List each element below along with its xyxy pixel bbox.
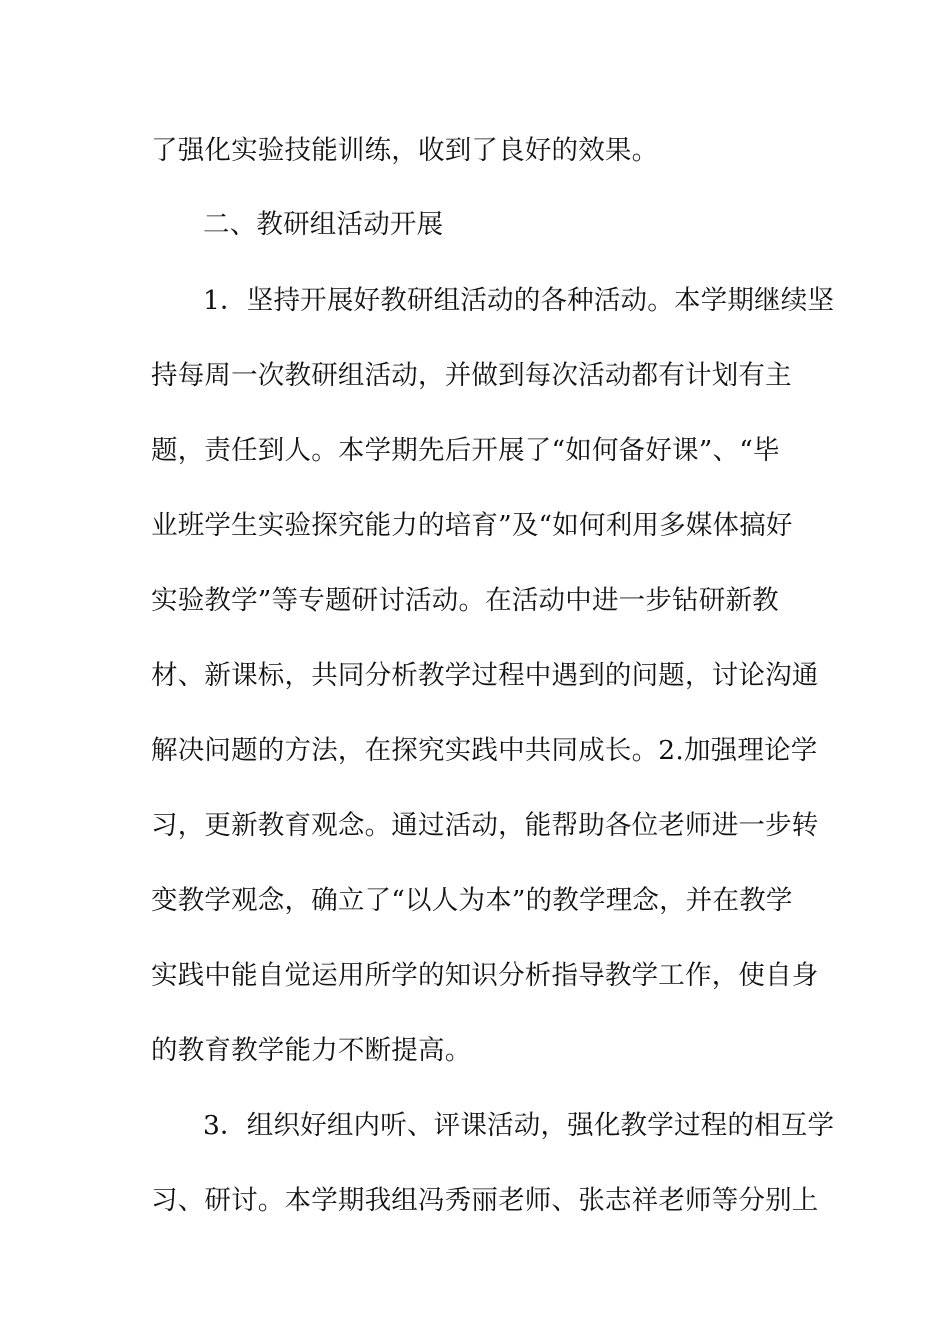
- text-line-13: 的教育教学能力不断提高。: [151, 1035, 472, 1066]
- section-heading: 二、教研组活动开展: [203, 209, 444, 240]
- text-line-15: 习、研讨。本学期我组冯秀丽老师、张志祥老师等分别上: [151, 1185, 819, 1216]
- text-line-4: 持每周一次教研组活动，并做到每次活动都有计划有主: [151, 360, 792, 391]
- text-line-14: 3．组织好组内听、评课活动，强化教学过程的相互学: [203, 1110, 835, 1141]
- text-line-6: 业班学生实验探究能力的培育”及“如何利用多媒体搞好: [151, 510, 793, 541]
- text-line-9: 解决问题的方法，在探究实践中共同成长。2.加强理论学: [151, 735, 818, 766]
- text-line-10: 习，更新教育观念。通过活动，能帮助各位老师进一步转: [151, 810, 819, 841]
- text-line-12: 实践中能自觉运用所学的知识分析指导教学工作，使自身: [151, 960, 819, 991]
- text-line-5: 题，责任到人。本学期先后开展了“如何备好课”、“毕: [151, 435, 780, 466]
- text-line-7: 实验教学”等专题研讨活动。在活动中进一步钻研新教: [151, 585, 779, 616]
- text-line-1: 了强化实验技能训练，收到了良好的效果。: [151, 135, 659, 166]
- text-line-11: 变教学观念，确立了“以人为本”的教学理念，并在教学: [151, 885, 793, 916]
- text-line-8: 材、新课标，共同分析教学过程中遇到的问题，讨论沟通: [151, 660, 819, 691]
- text-line-3: 1．坚持开展好教研组活动的各种活动。本学期继续坚: [203, 285, 835, 316]
